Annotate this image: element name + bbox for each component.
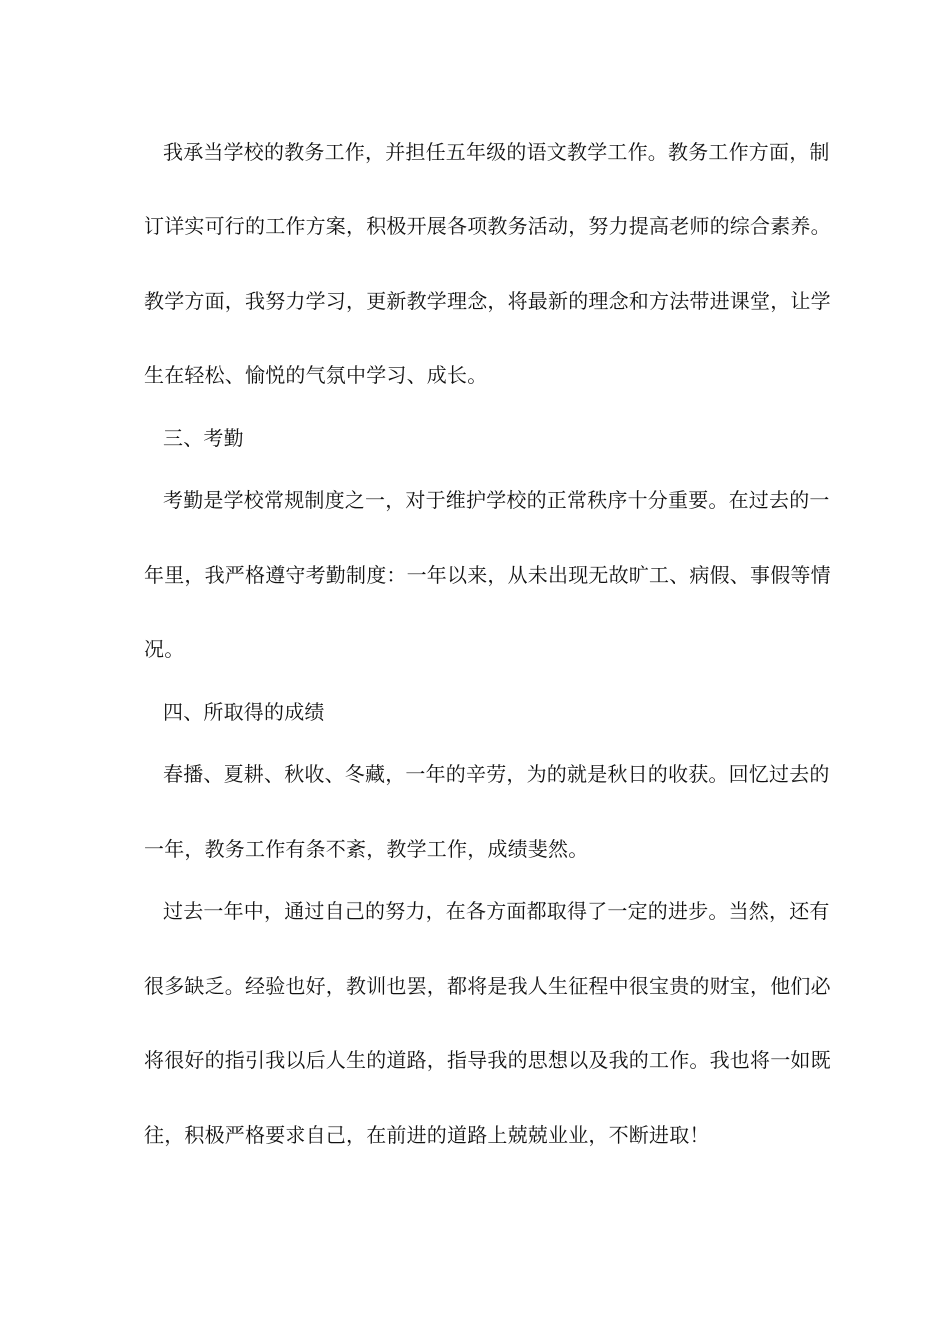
paragraph-line: 订详实可行的工作方案，积极开展各项教务活动，努力提高老师的综合素养。 (144, 214, 831, 238)
paragraph-line: 往，积极严格要求自己，在前进的道路上兢兢业业，不断进取！ (144, 1123, 710, 1147)
paragraph-line: 生在轻松、愉悦的气氛中学习、成长。 (144, 363, 488, 387)
paragraph-line: 一年，教务工作有条不紊，教学工作，成绩斐然。 (144, 837, 589, 861)
paragraph-line: 况。 (144, 637, 185, 661)
paragraph-line: 年里，我严格遵守考勤制度：一年以来，从未出现无故旷工、病假、事假等情 (144, 563, 831, 587)
paragraph-line: 将很好的指引我以后人生的道路，指导我的思想以及我的工作。我也将一如既 (144, 1048, 831, 1072)
section-heading: 四、所取得的成绩 (163, 700, 325, 724)
paragraph-line: 考勤是学校常规制度之一，对于维护学校的正常秩序十分重要。在过去的一 (163, 488, 830, 512)
paragraph-line: 春播、夏耕、秋收、冬藏，一年的辛劳，为的就是秋日的收获。回忆过去的 (163, 762, 830, 786)
paragraph-line: 教学方面，我努力学习，更新教学理念，将最新的理念和方法带进课堂，让学 (144, 289, 831, 313)
section-heading: 三、考勤 (163, 426, 244, 450)
paragraph-line: 很多缺乏。经验也好，教训也罢，都将是我人生征程中很宝贵的财宝，他们必 (144, 974, 831, 998)
paragraph-line: 过去一年中，通过自己的努力，在各方面都取得了一定的进步。当然，还有 (163, 899, 830, 923)
paragraph-line: 我承当学校的教务工作，并担任五年级的语文教学工作。教务工作方面，制 (163, 140, 830, 164)
